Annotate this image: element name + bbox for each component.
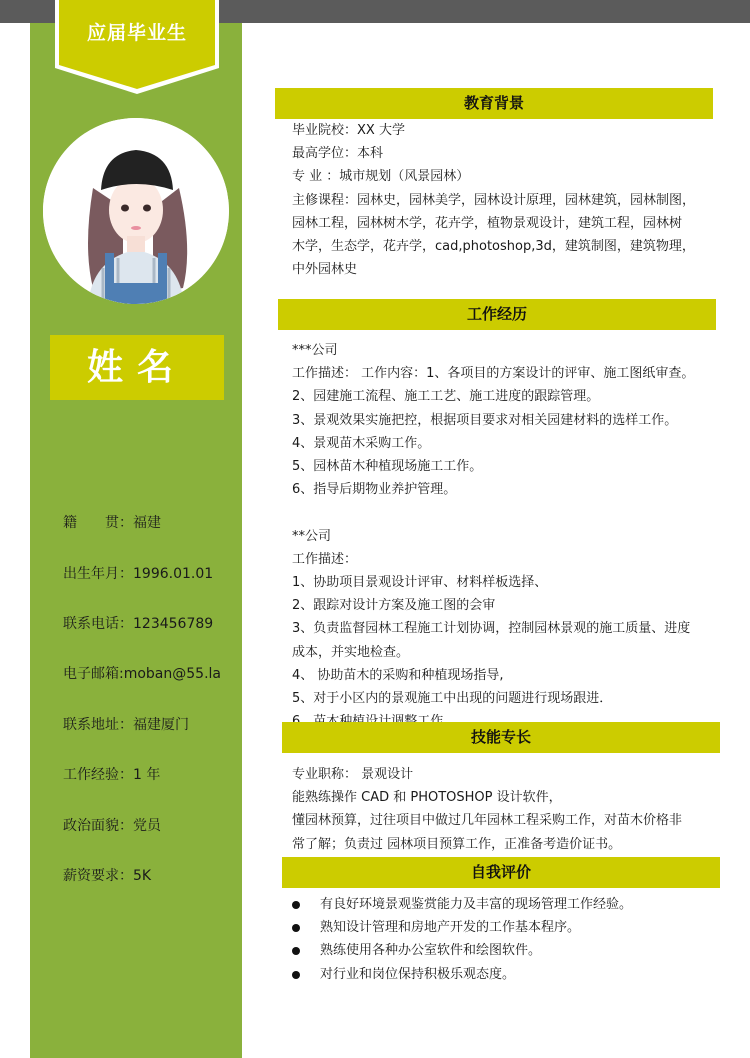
education-line: 最高学位：本科 [292, 146, 384, 162]
work-line: 4、景观苗木采购工作。 [292, 435, 431, 451]
education-line: 专 业 ：城市规划（风景园林） [292, 169, 470, 185]
info-value: 123456789 [133, 616, 214, 632]
work-line: 5、对于小区内的景观施工中出现的问题进行现场跟进． [292, 691, 613, 707]
skills-line: 懂园林预算，过往项目中做过几年园林工程采购工作，对苗木价格非 [292, 813, 683, 829]
work-line-blank [292, 501, 694, 524]
bullet-icon [292, 971, 300, 979]
info-label: 联系电话： [63, 616, 133, 632]
info-label: 联系地址： [63, 717, 133, 733]
info-native-place [63, 512, 161, 532]
section-header-self-evaluation: 自我评价 [282, 857, 720, 888]
skills-content [292, 763, 682, 856]
skills-line: 常了解；负责过 园林项目预算工作，正准备考造价证书。 [292, 836, 622, 852]
info-label: 籍 贯： [63, 515, 133, 531]
bullet-icon [292, 947, 300, 955]
education-line: 毕业院校：XX 大学 [292, 123, 405, 138]
info-salary [63, 865, 151, 885]
badge-shape [55, 0, 219, 94]
skills-line: 能熟练操作 CAD 和 PHOTOSHOP 设计软件， [292, 790, 562, 806]
info-label: 工作经验： [63, 767, 133, 783]
work-line: 成本，并实地检查。 [292, 644, 410, 660]
info-value: :moban@55.la [119, 666, 221, 682]
education-line: 园林工程，园林树木学，花卉学，植物景观设计，建筑工程，园林树 [292, 215, 683, 231]
work-content [292, 339, 694, 733]
skills-line: 专业职称： 景观设计 [292, 767, 414, 782]
list-item-text: 有良好环境景观鉴赏能力及丰富的现场管理工作经验。 [320, 897, 633, 912]
self-evaluation-list [292, 893, 632, 986]
bullet-icon [292, 901, 300, 909]
info-value: 福建厦门 [133, 717, 189, 733]
badge-label: 应届毕业生 [86, 22, 187, 44]
education-line: 木学，生态学，花卉学，cad,photoshop,3d，建筑制图，建筑物理， [292, 239, 695, 255]
work-line: 2、园建施工流程、施工工艺、施工进度的跟踪管理。 [292, 389, 600, 405]
section-header-skills: 技能专长 [282, 722, 720, 753]
work-line: 5、园林苗木种植现场施工工作。 [292, 459, 483, 475]
info-email [63, 663, 221, 683]
list-item [292, 916, 632, 939]
work-line: 3、景观效果实施把控，根据项目要求对相关园建材料的选样工作。 [292, 412, 678, 428]
status-badge [55, 0, 219, 94]
list-item [292, 963, 632, 986]
info-label: 电子邮箱 [63, 666, 119, 682]
education-line: 主修课程：园林史，园林美学，园林设计原理，园林建筑，园林制图， [292, 192, 696, 208]
education-line: 中外园林史 [292, 262, 358, 278]
info-value: 1996.01.01 [133, 566, 214, 582]
work-line: 工作描述： 工作内容：1、各项目的方案设计的评审、施工图纸审查。 [292, 366, 695, 382]
bullet-icon [292, 924, 300, 932]
portrait-illustration-icon [43, 118, 229, 304]
education-content [292, 119, 695, 281]
list-item-text: 熟知设计管理和房地产开发的工作基本程序。 [320, 920, 581, 936]
info-label: 薪资要求： [63, 868, 133, 884]
info-address [63, 714, 189, 734]
avatar [43, 118, 229, 304]
work-line: **公司 [292, 528, 332, 544]
info-label: 政治面貌： [63, 818, 133, 834]
info-value: 党员 [133, 818, 161, 834]
work-line: 1、协助项目景观设计评审、材料样板选择、 [292, 575, 548, 591]
list-item [292, 893, 632, 916]
list-item-text: 熟练使用各种办公室软件和绘图软件。 [320, 943, 542, 959]
info-work-experience [63, 764, 160, 784]
section-header-work: 工作经历 [278, 299, 716, 330]
info-value: 5K [133, 868, 152, 884]
list-item [292, 939, 632, 962]
work-line: 6、指导后期物业养护管理。 [292, 482, 457, 498]
work-line: 工作描述： [292, 551, 358, 567]
section-header-education: 教育背景 [275, 88, 713, 119]
info-birth-date [63, 563, 213, 583]
name-box: 姓名 [50, 335, 224, 400]
info-political-status [63, 815, 161, 835]
info-phone [63, 613, 213, 633]
info-value: 福建 [133, 515, 161, 531]
info-label: 出生年月： [63, 566, 133, 582]
work-line: 2、跟踪对设计方案及施工图的会审 [292, 598, 496, 614]
work-line: 3、负责监督园林工程施工计划协调，控制园林景观的施工质量、进度 [292, 621, 691, 637]
info-value: 1 年 [133, 767, 161, 783]
work-line: ***公司 [292, 343, 338, 358]
list-item-text: 对行业和岗位保持积极乐观态度。 [320, 966, 516, 982]
work-line: 4、 协助苗木的采购和种植现场指导, [292, 667, 504, 683]
